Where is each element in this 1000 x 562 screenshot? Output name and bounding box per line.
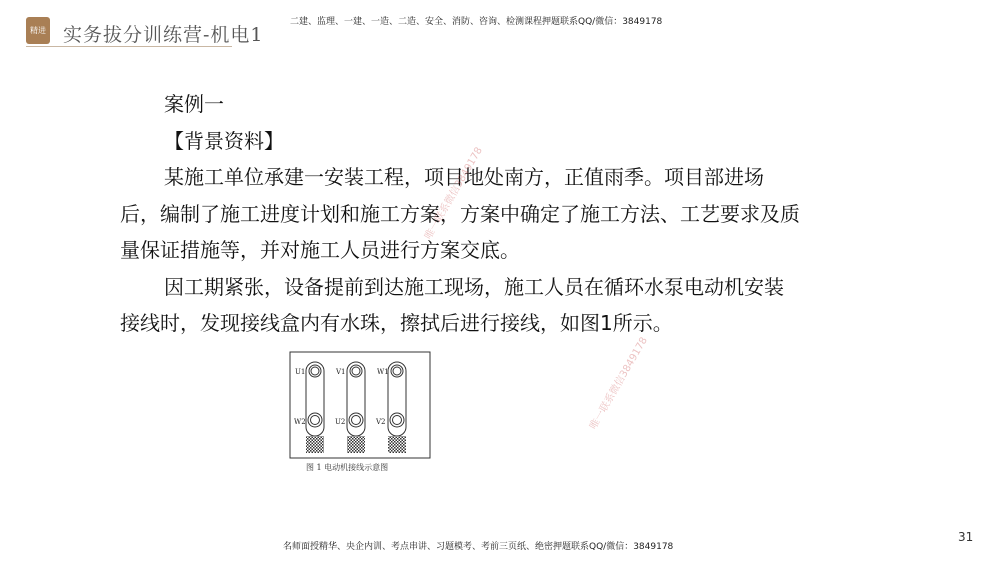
paragraph-background: 某施工单位承建一安装工程，项目地处南方，正值雨季。项目部进场后，编制了施工进度计划和施工方案，方案中确定了施工方法、工艺要求及质量保证措施等，并对施工人员进行方案交底。 [120,165,800,262]
brand-logo: 精进 [26,17,50,44]
label-v1: V1 [336,368,346,376]
cable-lead-3 [388,436,406,453]
case-title: 案例一 [164,92,224,116]
section-title: 【背景资料】 [164,128,284,153]
label-w2: W2 [294,418,306,426]
motor-wiring-diagram [289,351,431,459]
label-u1: U1 [295,368,306,376]
course-title: 实务拔分训练营-机电1 [63,24,264,46]
page-number: 31 [958,530,974,544]
top-contact-banner: 二建、监理、一建、一造、二造、安全、消防、咨询、检测课程押题联系QQ/微信：3849178 [290,17,663,27]
label-w1: W1 [377,368,389,376]
watermark-1: 唯一联系微信3849178 [423,145,485,242]
watermark-2: 唯一联系微信3849178 [588,335,650,432]
figure-caption: 图 1 电动机接线示意图 [306,463,389,472]
cable-lead-2 [347,436,365,453]
bottom-contact-banner: 名师面授精华、央企内训、考点串讲、习题模考、考前三页纸、绝密押题联系QQ/微信：3849178 [283,542,674,552]
label-u2: U2 [335,418,346,426]
case-body [120,86,800,342]
cable-lead-1 [306,436,324,453]
paragraph-wiring: 因工期紧张，设备提前到达施工现场，施工人员在循环水泵电动机安装接线时，发现接线盒内有水珠，擦拭后进行接线，如图1所示。 [120,274,784,335]
label-v2: V2 [376,418,386,426]
